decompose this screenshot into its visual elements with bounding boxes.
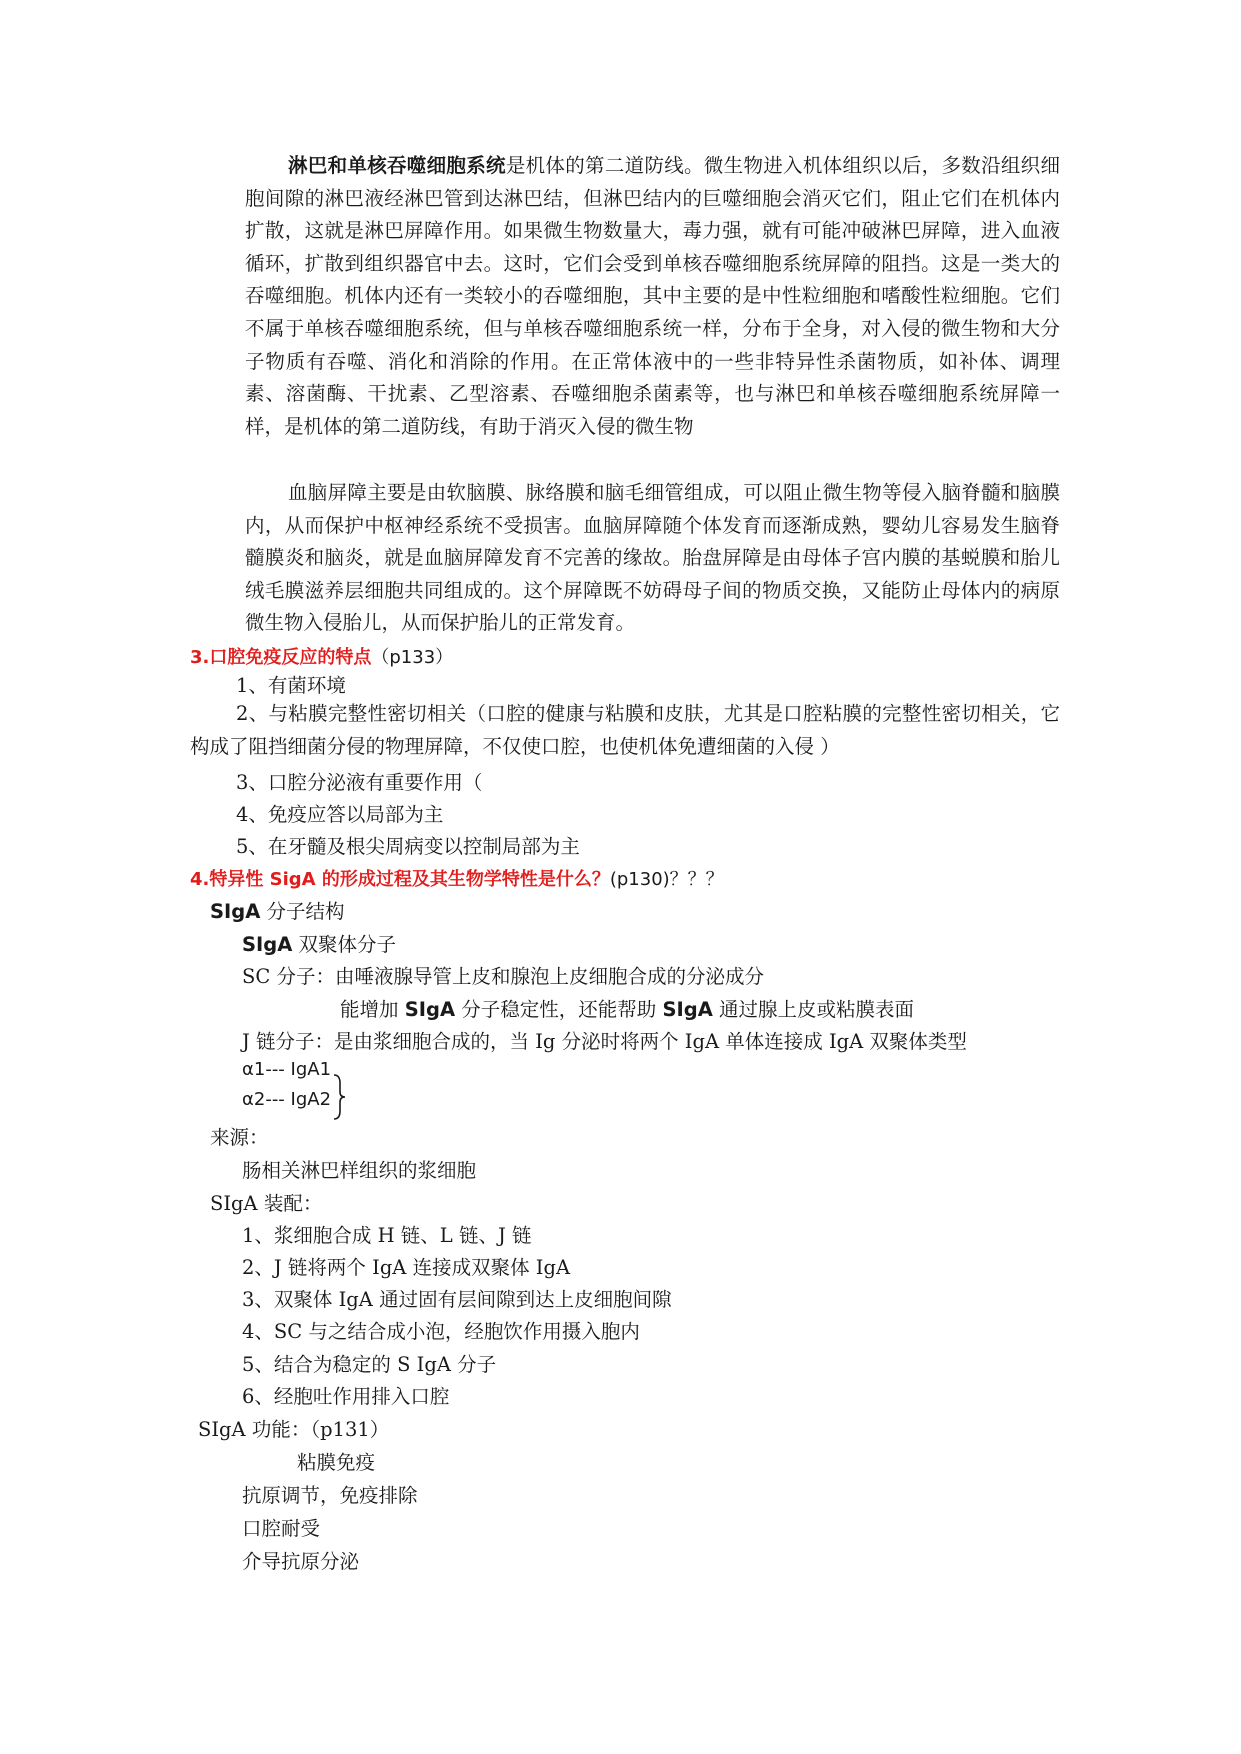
right-brace-icon: [332, 1073, 346, 1121]
j-chain-line: J 链分子：是由浆细胞合成的，当 Ig 分泌时将两个 IgA 单体连接成 IgA 双聚体类型: [242, 1030, 967, 1053]
assembly-step-1: 1、浆细胞合成 H 链、L 链、J 链: [242, 1224, 532, 1247]
section-4-page-ref: (p130)？？？: [609, 869, 724, 890]
source-title: 来源：: [210, 1126, 269, 1149]
sc-molecule-line-1: SC 分子：由唾液腺导管上皮和腺泡上皮细胞合成的分泌成分: [242, 965, 764, 988]
section-3-item-2: 2、与粘膜完整性密切相关（口腔的健康与粘膜和皮肤，尤其是口腔粘膜的完整性密切相关，它构成了阻挡细菌分侵的物理屏障，不仅使口腔，也使机体免遭细菌的入侵 ）: [190, 702, 1060, 758]
source-text: 肠相关淋巴样组织的浆细胞: [242, 1159, 477, 1182]
alpha1-line: α1--- IgA1: [242, 1059, 332, 1080]
siga-structure-title: SIgA 分子结构: [210, 900, 345, 923]
assembly-step-4: 4、SC 与之结合成小泡，经胞饮作用摄入胞内: [242, 1320, 640, 1343]
section-3-title: 3.口腔免疫反应的特点: [190, 647, 372, 668]
paragraph-blood-brain-barrier: 血脑屏障主要是由软脑膜、脉络膜和脑毛细管组成，可以阻止微生物等侵入脑脊髓和脑膜内，从而保护中枢神经系统不受损害。血脑屏障随个体发育而逐渐成熟，婴幼儿容易发生脑脊髓膜炎和脑炎，就是血脑屏障发育不完善的缘故。胎盘屏障是由母体子宫内膜的基蜕膜和胎儿绒毛膜滋养层细胞共同组成的。这个屏障既不妨碍母子间的物质交换，又能防止母体内的病原微生物入侵胎儿，从而保护胎儿的正常发育。: [245, 481, 1060, 635]
assembly-step-3: 3、双聚体 IgA 通过固有层间隙到达上皮细胞间隙: [242, 1288, 672, 1311]
function-title: SIgA 功能：（p131）: [198, 1418, 390, 1441]
section-3-item-3: 3、口腔分泌液有重要作用（: [236, 771, 483, 794]
function-item-4: 介导抗原分泌: [242, 1550, 360, 1573]
alpha2-line: α2--- IgA2: [242, 1089, 332, 1110]
function-item-1: 粘膜免疫: [297, 1451, 376, 1474]
section-3-item-4: 4、免疫应答以局部为主: [236, 803, 444, 826]
section-4-heading: [190, 865, 724, 891]
assembly-step-5: 5、结合为稳定的 S IgA 分子: [242, 1353, 497, 1376]
function-item-2: 抗原调节，免疫排除: [242, 1484, 418, 1507]
assembly-step-6: 6、经胞吐作用排入口腔: [242, 1385, 450, 1408]
assembly-title: SIgA 装配：: [210, 1192, 323, 1215]
section-3-item-1: 1、有菌环境: [236, 674, 346, 697]
section-3-heading: [190, 643, 453, 669]
section-3-page-ref: （p133）: [371, 647, 454, 668]
paragraph-lymph-barrier: [245, 150, 1060, 443]
section-4-title: 4.特异性 SigA 的形成过程及其生物学特性是什么？: [190, 869, 610, 890]
sc-molecule-line-2: 能增加 SIgA 分子稳定性，还能帮助 SIgA 通过腺上皮或粘膜表面: [340, 998, 915, 1021]
assembly-step-2: 2、J 链将两个 IgA 连接成双聚体 IgA: [242, 1256, 571, 1279]
function-item-3: 口腔耐受: [242, 1517, 321, 1540]
paragraph-text: 是机体的第二道防线。微生物进入机体组织以后，多数沿组织细胞间隙的淋巴液经淋巴管到达淋巴结，但淋巴结内的巨噬细胞会消灭它们，阻止它们在机体内扩散，这就是淋巴屏障作用。如果微生物数量大，毒力强，就有可能冲破淋巴屏障，进入血液循环，扩散到组织器官中去。这时，它们会受到单核吞噬细胞系统屏障的阻挡。这是一类大的吞噬细胞。机体内还有一类较小的吞噬细胞，其中主要的是中性粒细胞和嗜酸性粒细胞。它们不属于单核吞噬细胞系统，但与单核吞噬细胞系统一样，分布于全身，对入侵的微生物和大分子物质有吞噬、消化和消除的作用。在正常体液中的一些非特异性杀菌物质，如补体、调理素、溶菌酶、干扰素、乙型溶素、吞噬细胞杀菌素等，也与淋巴和单核吞噬细胞系统屏障一样，是机体的第二道防线，有助于消灭入侵的微生物: [245, 154, 1060, 438]
bold-lead-term: 淋巴和单核吞噬细胞系统: [288, 154, 506, 177]
section-3-item-5: 5、在牙髓及根尖周病变以控制局部为主: [236, 835, 580, 858]
siga-dimer: SIgA 双聚体分子: [242, 933, 397, 956]
